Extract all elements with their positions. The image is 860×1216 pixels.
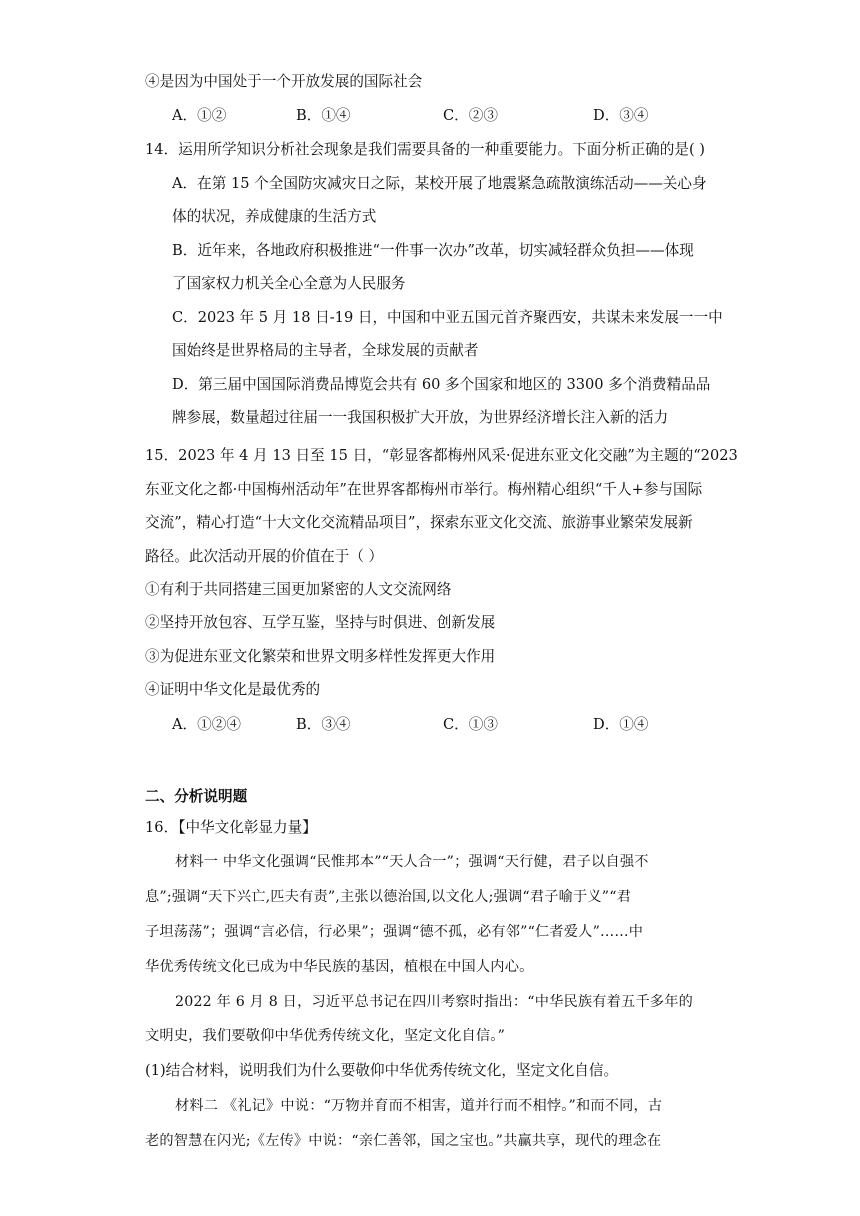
q16-material2-line1: 材料二 《礼记》中说：“万物并育而不相害，道并行而不相悖。”和而不同，古	[175, 1098, 663, 1114]
q13-option-c[interactable]: C．②③	[443, 107, 498, 124]
q14-option-c-line1[interactable]: C．2023 年 5 月 18 日-19 日，中国和中亚五国元首齐聚西安，共谋未来发展一一中	[172, 309, 723, 326]
q13-option-a[interactable]: A．①②	[172, 107, 227, 124]
q14-option-a-line1[interactable]: A．在第 15 个全国防灾减灾日之际，某校开展了地震紧急疏散演练活动——关心身	[172, 175, 707, 192]
q14-stem: 14．运用所学知识分析社会现象是我们需要具备的一种重要能力。下面分析正确的是( )	[145, 141, 705, 158]
q14-option-b-line2: 了国家权力机关全心全意为人民服务	[172, 275, 406, 292]
q15-option-c[interactable]: C．①③	[443, 716, 498, 733]
q15-statement-3: ③为促进东亚文化繁荣和世界文明多样性发挥更大作用	[145, 648, 496, 665]
q15-statement-2: ②坚持开放包容、互学互鉴，坚持与时俱进、创新发展	[145, 614, 496, 631]
q16-title: 16．【中华文化彰显力量】	[145, 819, 317, 836]
q16-material2-line2: 老的智慧在闪光;《左传》中说：“亲仁善邻，国之宝也。”共赢共享，现代的理念在	[145, 1133, 662, 1149]
q13-option-b[interactable]: B．①④	[296, 107, 351, 124]
q16-material1-line3: 子坦荡荡”；强调“言必信，行必果”；强调“德不孤，必有邻”“仁者爱人”……中	[145, 924, 644, 940]
q15-statement-4: ④证明中华文化是最优秀的	[145, 681, 321, 698]
q16-material1-line2: 息”;强调“天下兴亡,匹夫有责”,主张以德治国,以文化人;强调“君子喻于义”“君	[145, 889, 632, 905]
q16-material1-line4: 华优秀传统文化已成为中华民族的基因，植根在中国人内心。	[145, 959, 534, 975]
q14-option-c-line2: 国始终是世界格局的主导者，全球发展的贡献者	[172, 342, 479, 359]
q15-option-a[interactable]: A．①②④	[172, 716, 241, 733]
q15-stem-line2: 东亚文化之都·中国梅州活动年”在世界客都梅州市举行。梅州精心组织“千人+参与国际	[145, 481, 703, 498]
q14-option-d-line1[interactable]: D．第三届中国国际消费品博览会共有 60 多个国家和地区的 3300 多个消费精品品	[172, 376, 711, 393]
q15-statement-1: ①有利于共同搭建三国更加紧密的人文交流网络	[145, 581, 452, 598]
q14-option-d-line2: 牌参展，数量超过往届一一我国积极扩大开放，为世界经济增长注入新的活力	[172, 409, 669, 426]
q15-stem-line4: 路径。此次活动开展的价值在于（ ）	[145, 548, 384, 565]
section-heading: 二、分析说明题	[145, 788, 248, 805]
q15-option-d[interactable]: D．①④	[593, 716, 649, 733]
q13-option-d[interactable]: D．③④	[593, 107, 649, 124]
q14-option-b-line1[interactable]: B．近年来，各地政府积极推进“一件事一次办”改革，切实减轻群众负担——体现	[172, 242, 694, 259]
q16-paragraph2-line2: 文明史，我们要敬仰中华优秀传统文化，坚定文化自信。”	[145, 1028, 506, 1044]
q13-statement-4: ④是因为中国处于一个开放发展的国际社会	[145, 73, 423, 90]
q15-option-b[interactable]: B．③④	[296, 716, 351, 733]
q16-paragraph2-line1: 2022 年 6 月 8 日，习近平总书记在四川考察时指出：“中华民族有着五千多年的	[175, 994, 693, 1010]
q16-subquestion-1: (1)结合材料，说明我们为什么要敬仰中华优秀传统文化，坚定文化自信。	[145, 1062, 619, 1079]
q14-option-a-line2: 体的状况，养成健康的生活方式	[172, 208, 377, 225]
q15-stem-line3: 交流”，精心打造“十大文化交流精品项目”，探索东亚文化交流、旅游事业繁荣发展新	[145, 514, 693, 531]
q16-material1-line1: 材料一 中华文化强调“民惟邦本”“天人合一”；强调“天行健，君子以自强不	[175, 854, 649, 870]
q15-stem-line1: 15．2023 年 4 月 13 日至 15 日，“彰显客都梅州风采·促进东亚文化交融”为主题的“2023	[145, 447, 738, 464]
